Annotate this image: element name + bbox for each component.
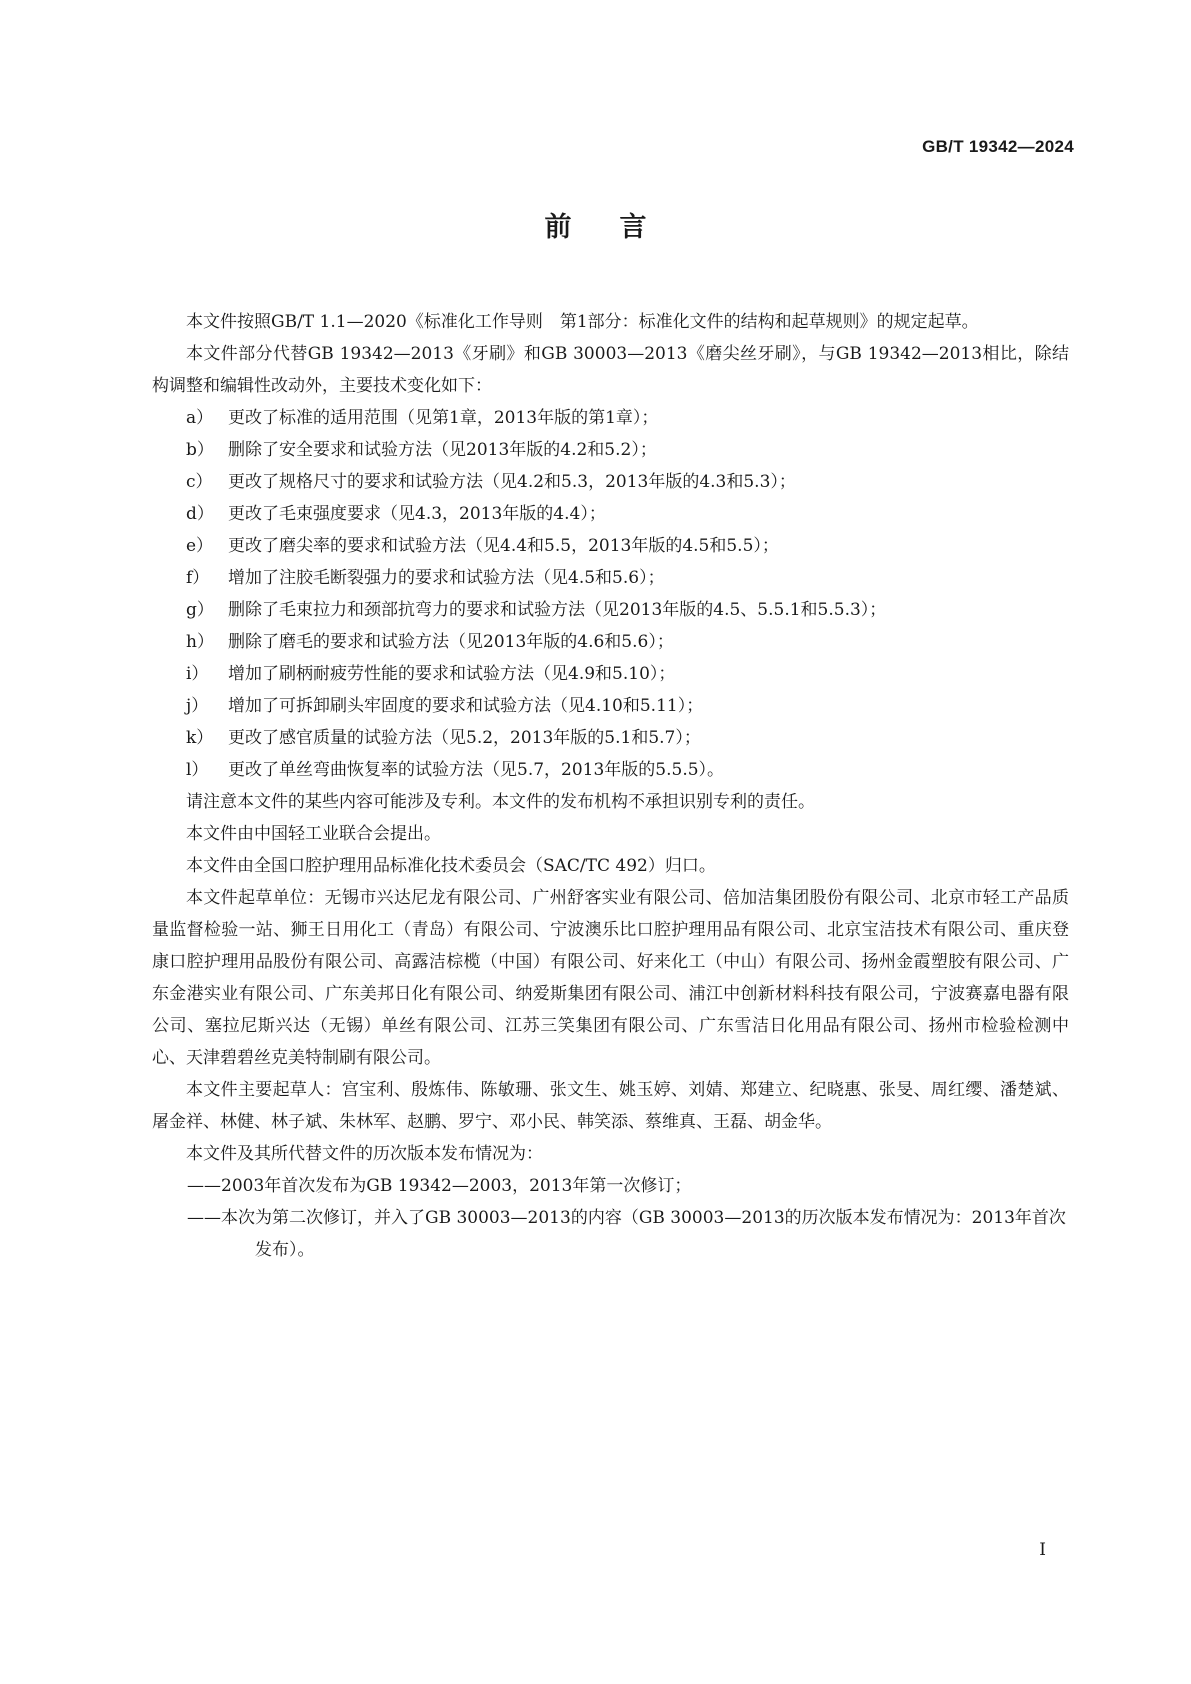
list-item — [152, 530, 1069, 562]
history-list — [152, 1170, 1069, 1266]
list-item — [152, 562, 1069, 594]
list-item-label: f） — [186, 568, 210, 588]
list-item-text: 更改了单丝弯曲恢复率的试验方法（见5.7，2013年版的5.5.5）。 — [228, 760, 725, 780]
list-item-label: d） — [186, 504, 214, 524]
paragraph-drafters: 本文件主要起草人：宫宝利、殷炼伟、陈敏珊、张文生、姚玉婷、刘婧、郑建立、纪晓惠、张旻、周红缨、潘楚斌、屠金祥、林健、林子斌、朱林军、赵鹏、罗宁、邓小民、韩笑添、蔡维真、王磊、胡金华。 — [152, 1080, 1069, 1132]
list-item — [152, 754, 1069, 786]
changes-list — [152, 402, 1069, 786]
list-item — [152, 690, 1069, 722]
title-char-1: 前 — [544, 212, 572, 243]
list-item — [152, 626, 1069, 658]
title-char-2: 言 — [619, 212, 647, 243]
list-item-text: 更改了磨尖率的要求和试验方法（见4.4和5.5，2013年版的4.5和5.5）； — [228, 536, 779, 556]
paragraph-patent-notice: 请注意本文件的某些内容可能涉及专利。本文件的发布机构不承担识别专利的责任。 — [186, 792, 815, 812]
list-item-text: 增加了刷柄耐疲劳性能的要求和试验方法（见4.9和5.10）； — [228, 664, 676, 684]
list-item-text: 更改了毛束强度要求（见4.3，2013年版的4.4）； — [228, 504, 606, 524]
list-item-label: a） — [186, 408, 214, 428]
list-item-label: k） — [186, 728, 214, 748]
list-item-text: 增加了可拆卸刷头牢固度的要求和试验方法（见4.10和5.11）； — [228, 696, 704, 716]
paragraph-proposed-by: 本文件由中国轻工业联合会提出。 — [186, 824, 441, 844]
paragraph-centralized-by: 本文件由全国口腔护理用品标准化技术委员会（SAC/TC 492）归口。 — [186, 856, 716, 876]
list-item-label: g） — [186, 600, 214, 620]
list-item-label: i） — [186, 664, 209, 684]
history-item: ——本次为第二次修订，并入了GB 30003—2013的内容（GB 30003—2013的历次版本发布情况为：2013年首次发布）。 — [187, 1208, 1066, 1260]
list-item — [152, 594, 1069, 626]
list-item-text: 删除了磨毛的要求和试验方法（见2013年版的4.6和5.6）； — [228, 632, 674, 652]
list-item-label: l） — [186, 760, 209, 780]
foreword-body — [152, 306, 1069, 1266]
list-item — [152, 498, 1069, 530]
list-item — [152, 402, 1069, 434]
list-item-label: h） — [186, 632, 214, 652]
list-item — [152, 722, 1069, 754]
standard-code: GB/T 19342—2024 — [922, 137, 1074, 156]
list-item-text: 删除了安全要求和试验方法（见2013年版的4.2和5.2）； — [228, 440, 657, 460]
paragraph-drafting-units: 本文件起草单位：无锡市兴达尼龙有限公司、广州舒客实业有限公司、倍加洁集团股份有限公司、北京市轻工产品质量监督检验一站、狮王日用化工（青岛）有限公司、宁波澳乐比口腔护理用品有限公司、北京宝洁技术有限公司、重庆登康口腔护理用品股份有限公司、高露洁棕榄（中国）有限公司、好来化工（中山）有限公司、扬州金霞塑胶有限公司、广东金港实业有限公司、广东美邦日化有限公司、纳爱斯集团有限公司、浦江中创新材料科技有限公司，宁波赛嘉电器有限公司、塞拉尼斯兴达（无锡）单丝有限公司、江苏三笑集团有限公司、广东雪洁日化用品有限公司、扬州市检验检测中心、天津碧碧丝克美特制刷有限公司。 — [152, 888, 1069, 1068]
page-title — [0, 205, 1191, 244]
paragraph-drafting-rules: 本文件按照GB/T 1.1—2020《标准化工作导则 第1部分：标准化文件的结构和起草规则》的规定起草。 — [186, 312, 979, 332]
list-item — [152, 434, 1069, 466]
paragraph-replacement: 本文件部分代替GB 19342—2013《牙刷》和GB 30003—2013《磨尖丝牙刷》，与GB 19342—2013相比，除结构调整和编辑性改动外，主要技术变化如下： — [152, 344, 1069, 396]
list-item-label: c） — [186, 472, 213, 492]
list-item — [152, 466, 1069, 498]
page-number: I — [1039, 1540, 1046, 1560]
list-item-label: j） — [186, 696, 209, 716]
list-item-label: e） — [186, 536, 214, 556]
list-item-text: 更改了感官质量的试验方法（见5.2，2013年版的5.1和5.7）； — [228, 728, 701, 748]
list-item-text: 删除了毛束拉力和颈部抗弯力的要求和试验方法（见2013年版的4.5、5.5.1和5.5.3）； — [228, 600, 887, 620]
list-item-label: b） — [186, 440, 214, 460]
list-item — [152, 658, 1069, 690]
list-item-text: 更改了规格尺寸的要求和试验方法（见4.2和5.3，2013年版的4.3和5.3）； — [228, 472, 796, 492]
paragraph-history-intro: 本文件及其所代替文件的历次版本发布情况为： — [186, 1144, 543, 1164]
history-item: ——2003年首次发布为GB 19342—2003，2013年第一次修订； — [187, 1176, 692, 1196]
list-item-text: 更改了标准的适用范围（见第1章，2013年版的第1章）； — [228, 408, 659, 428]
list-item-text: 增加了注胶毛断裂强力的要求和试验方法（见4.5和5.6）； — [228, 568, 665, 588]
